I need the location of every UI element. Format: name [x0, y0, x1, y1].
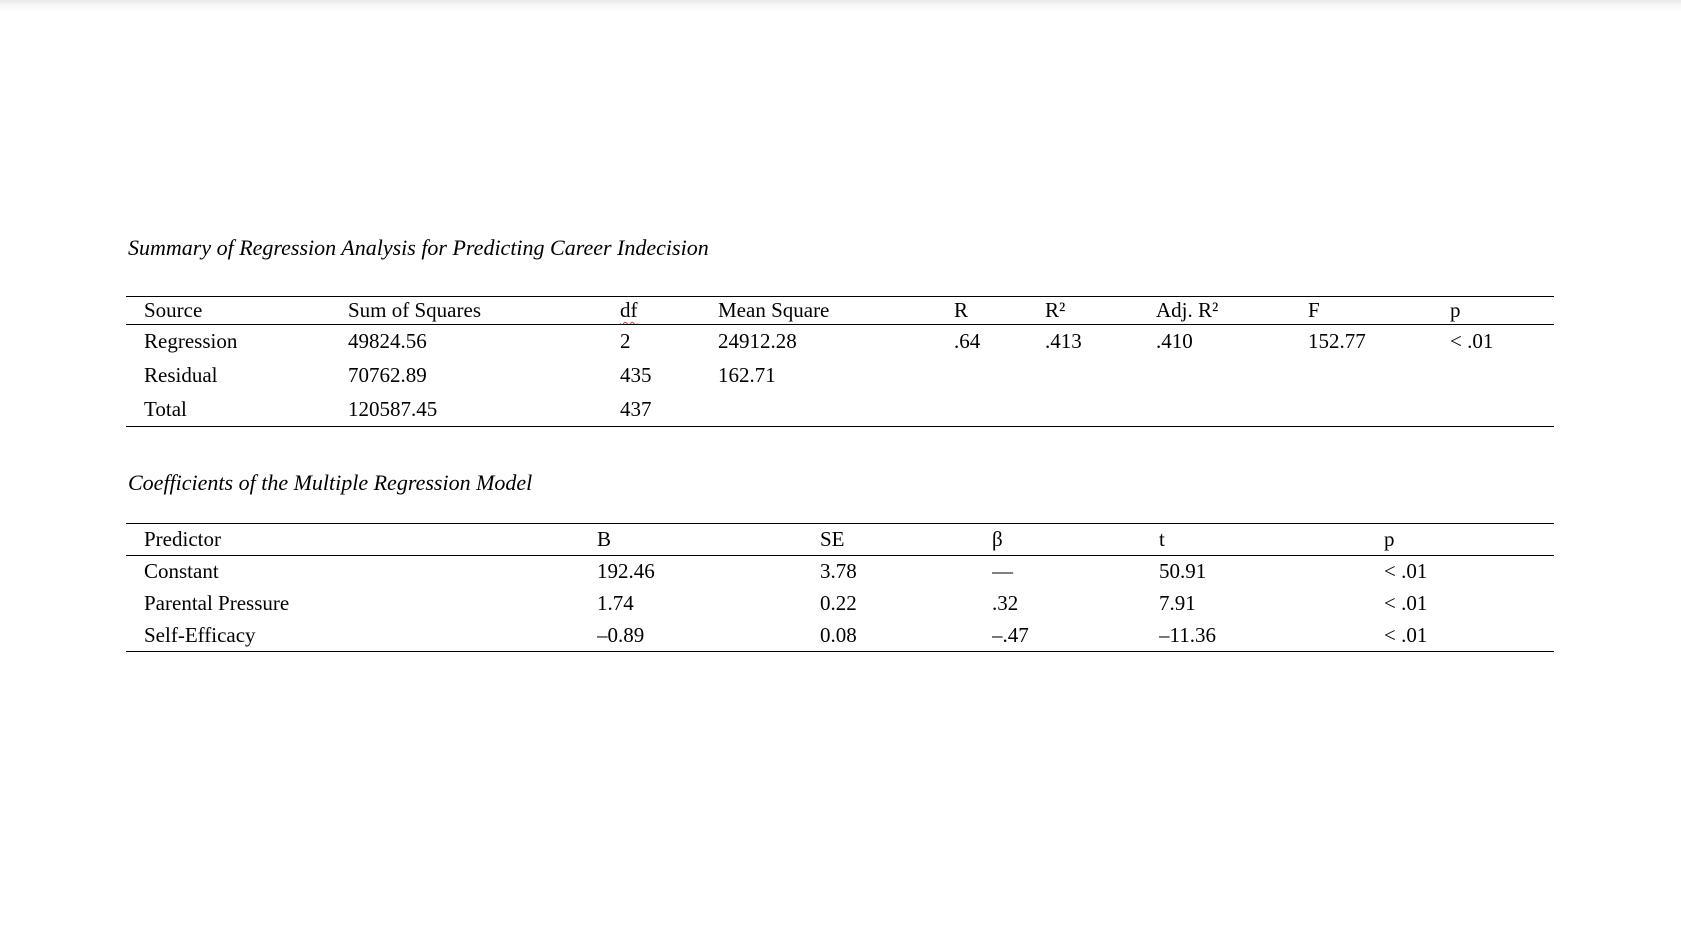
cell-source: Regression [144, 329, 238, 354]
cell-beta: –.47 [992, 620, 1159, 652]
cell-sum-of-squares: 49824.56 [348, 329, 427, 354]
coef-col-predictor: Predictor [126, 524, 597, 556]
coef-col-t: t [1159, 524, 1384, 556]
cell-mean-square: 24912.28 [718, 329, 797, 354]
cell-p: < .01 [1384, 591, 1428, 615]
cell-mean-square [718, 393, 954, 427]
anova-col-mean-square: Mean Square [718, 297, 954, 325]
cell-predictor: Parental Pressure [144, 591, 290, 615]
cell-b: 1.74 [597, 591, 634, 615]
cell-mean-square: 162.71 [718, 363, 776, 387]
cell-predictor: Self-Efficacy [126, 620, 597, 652]
cell-beta: — [992, 559, 1013, 584]
anova-row-regression [126, 325, 1554, 359]
spellcheck-underline-df: df [620, 298, 638, 322]
cell-p: < .01 [1384, 559, 1428, 584]
cell-source: Total [126, 393, 348, 427]
anova-table [126, 296, 1554, 427]
cell-t: 50.91 [1159, 559, 1207, 584]
cell-b: –0.89 [597, 620, 820, 652]
cell-se: 0.22 [820, 591, 857, 615]
cell-r [954, 359, 1045, 393]
cell-adj-r-squared: .410 [1156, 329, 1193, 354]
coef-col-b: B [597, 524, 820, 556]
cell-sum-of-squares: 120587.45 [348, 393, 620, 427]
anova-col-r: R [954, 297, 1045, 325]
cell-f [1308, 393, 1450, 427]
anova-table-title: Summary of Regression Analysis for Predicting Career Indecision [128, 235, 709, 260]
coef-row-constant [126, 556, 1554, 588]
cell-source: Residual [144, 363, 218, 387]
cell-sum-of-squares: 70762.89 [348, 363, 427, 387]
cell-adj-r-squared [1156, 359, 1308, 393]
cell-t: –11.36 [1159, 620, 1384, 652]
anova-col-f: F [1308, 297, 1450, 325]
cell-f: 152.77 [1308, 329, 1366, 354]
cell-df: 437 [620, 393, 718, 427]
cell-r: .64 [954, 329, 981, 354]
cell-p: < .01 [1384, 620, 1554, 652]
coef-row-parental-pressure [126, 588, 1554, 620]
cell-se: 0.08 [820, 620, 992, 652]
coef-col-p: p [1384, 524, 1554, 556]
anova-col-sum-of-squares: Sum of Squares [348, 297, 620, 325]
anova-col-r-squared: R² [1045, 297, 1156, 325]
cell-se: 3.78 [820, 559, 857, 584]
anova-col-df [620, 297, 718, 325]
cell-df: 435 [620, 363, 652, 387]
cell-p: < .01 [1450, 329, 1494, 354]
cell-r [954, 393, 1045, 427]
cell-r-squared [1045, 393, 1156, 427]
coef-col-beta: β [992, 524, 1159, 556]
anova-header-row [126, 297, 1554, 325]
cell-p [1450, 393, 1554, 427]
cell-predictor: Constant [144, 559, 219, 584]
coef-row-self-efficacy [126, 620, 1554, 652]
coefficients-header-row [126, 524, 1554, 556]
cell-beta: .32 [992, 591, 1019, 615]
anova-row-residual [126, 359, 1554, 393]
anova-row-total [126, 393, 1554, 427]
cell-r-squared: .413 [1045, 329, 1082, 354]
anova-col-adj-r-squared: Adj. R² [1156, 297, 1308, 325]
coef-col-se: SE [820, 524, 992, 556]
cell-df: 2 [620, 329, 631, 354]
cell-f [1308, 359, 1450, 393]
anova-col-p: p [1450, 297, 1554, 325]
cell-t: 7.91 [1159, 591, 1196, 615]
cell-adj-r-squared [1156, 393, 1308, 427]
cell-r-squared [1045, 359, 1156, 393]
coefficients-table-title: Coefficients of the Multiple Regression Model [128, 470, 533, 495]
cell-b: 192.46 [597, 559, 655, 584]
anova-col-source: Source [126, 297, 348, 325]
coefficients-table [126, 523, 1554, 652]
cell-p [1450, 359, 1554, 393]
